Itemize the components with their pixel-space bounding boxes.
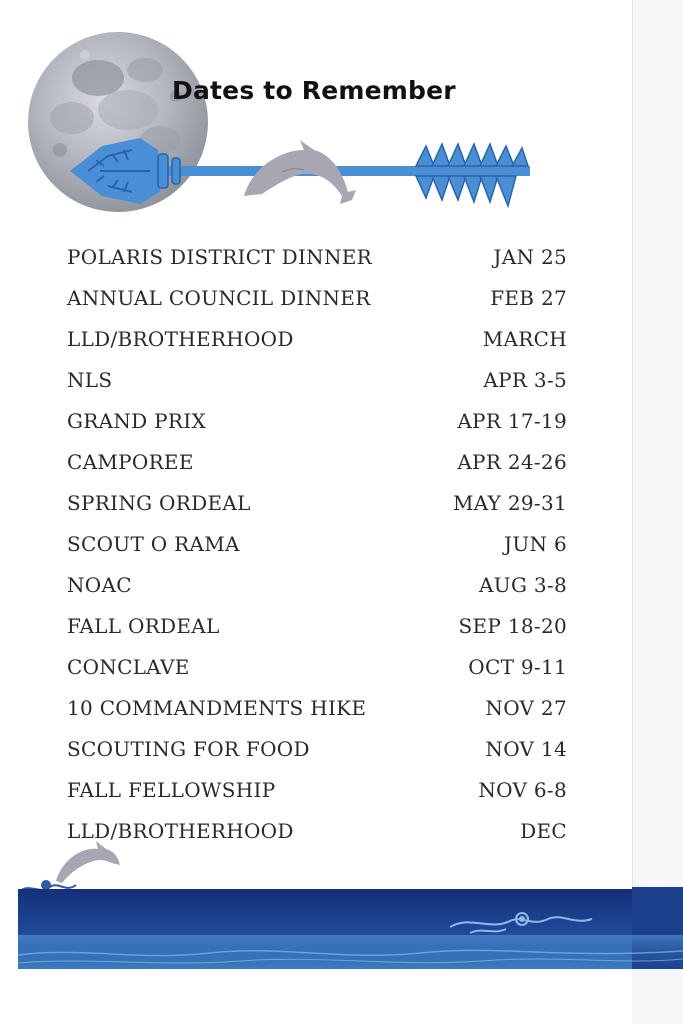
event-row [67,400,567,441]
event-date: DEC [520,818,567,843]
event-row [67,605,567,646]
event-name: NLS [67,367,113,392]
event-name: GRAND PRIX [67,408,207,433]
event-row [67,646,567,687]
event-row [67,482,567,523]
event-date: SEP 18-20 [458,613,567,638]
events-list [67,236,567,851]
event-date: NOV 14 [485,736,567,761]
event-name: POLARIS DISTRICT DINNER [67,244,373,269]
event-row [67,318,567,359]
event-date: FEB 27 [490,285,567,310]
event-row [67,359,567,400]
event-date: APR 3-5 [483,367,567,392]
event-row [67,523,567,564]
event-name: FALL ORDEAL [67,613,220,638]
event-name: LLD/BROTHERHOOD [67,818,294,843]
event-date: MAY 29-31 [452,490,567,515]
event-date: NOV 27 [485,695,567,720]
event-name: LLD/BROTHERHOOD [67,326,294,351]
event-date: AUG 3-8 [479,572,567,597]
event-row [67,236,567,277]
event-row [67,769,567,810]
event-date: APR 17-19 [457,408,567,433]
event-name: SCOUT O RAMA [67,531,240,556]
event-name: NOAC [67,572,132,597]
event-date: NOV 6-8 [478,777,567,802]
event-name: SCOUTING FOR FOOD [67,736,310,761]
event-name: FALL FELLOWSHIP [67,777,276,802]
event-name: CONCLAVE [67,654,190,679]
dolphin-icon [244,140,356,204]
header-illustration [0,0,683,230]
event-row [67,564,567,605]
event-row [67,277,567,318]
event-row [67,687,567,728]
event-name: CAMPOREE [67,449,194,474]
event-date: OCT 9-11 [468,654,567,679]
dolphin-icon [56,841,120,883]
event-date: JUN 6 [504,531,567,556]
event-row [67,441,567,482]
page-title: Dates to Remember [172,76,456,105]
event-date: APR 24-26 [457,449,567,474]
event-date: MARCH [482,326,567,351]
ocean-illustration [0,835,683,1024]
event-name: SPRING ORDEAL [67,490,251,515]
event-row [67,728,567,769]
event-name: ANNUAL COUNCIL DINNER [67,285,371,310]
event-date: JAN 25 [493,244,567,269]
event-name: 10 COMMANDMENTS HIKE [67,695,367,720]
